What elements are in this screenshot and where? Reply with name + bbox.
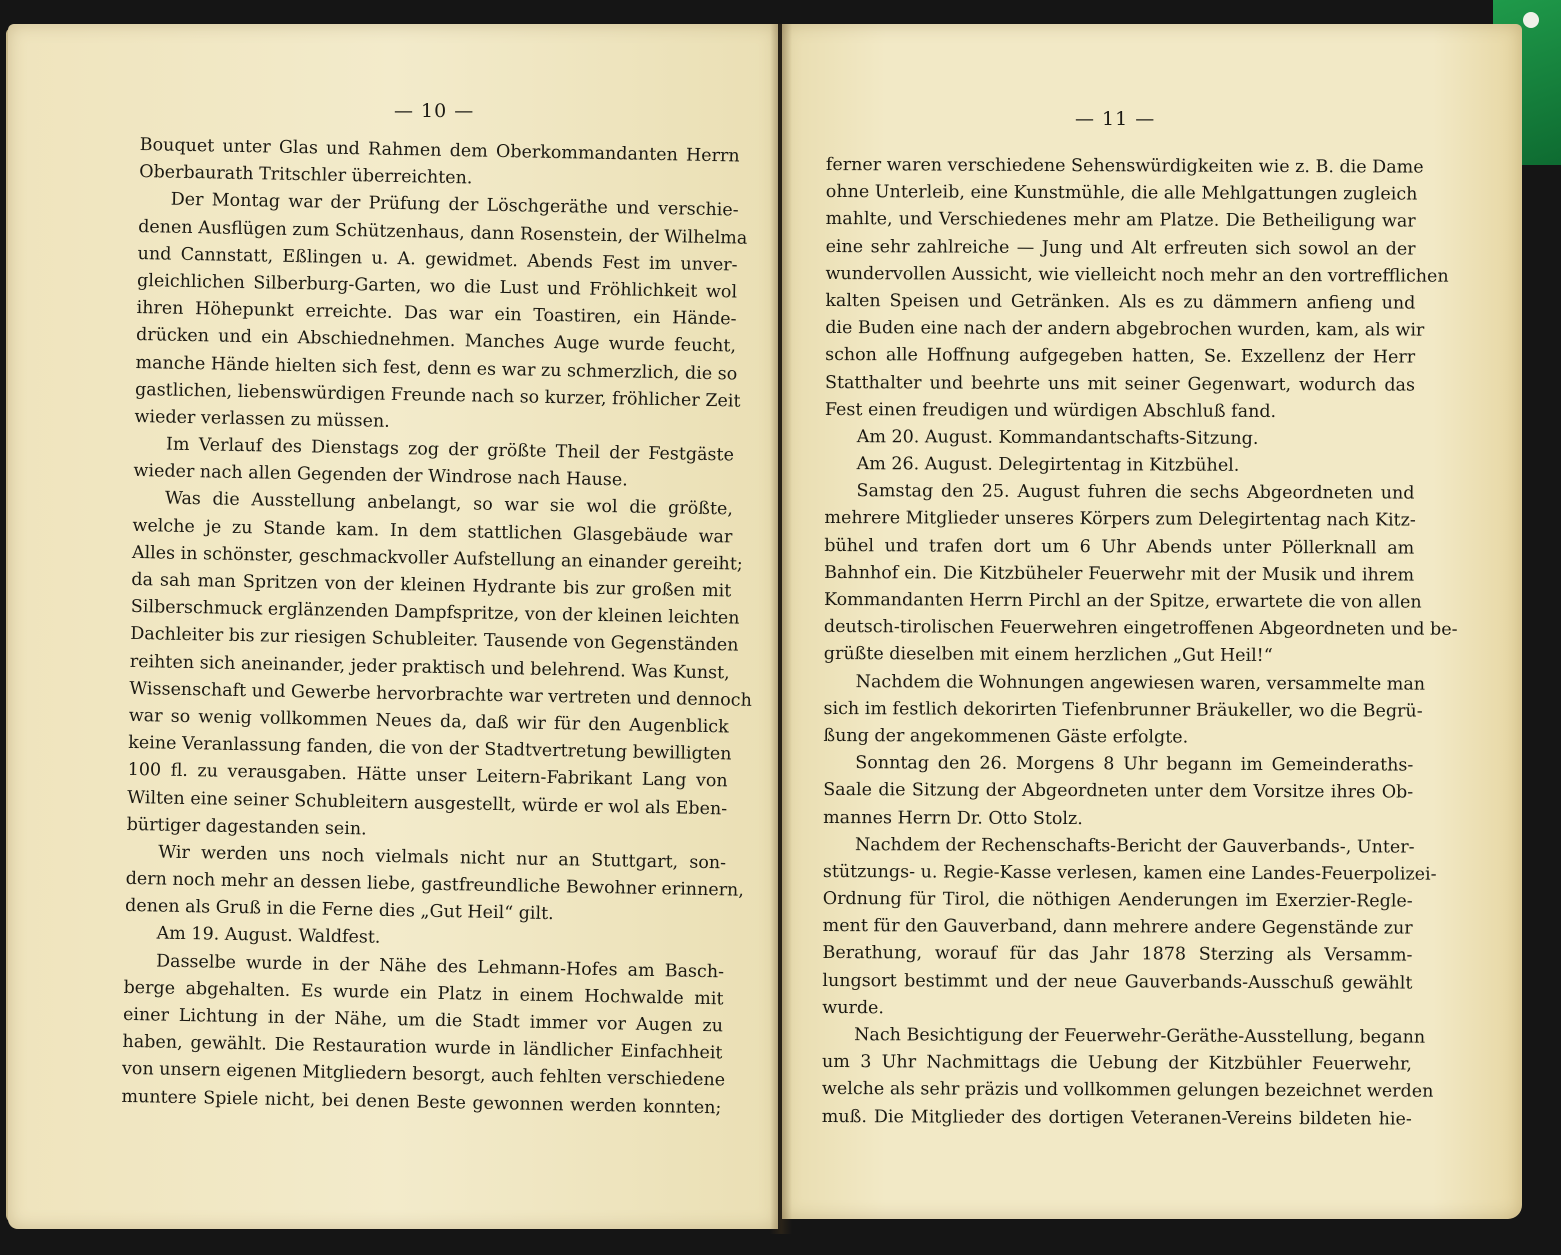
text-line: deutsch-tirolischen Feuerwehren eingetroffenen Abgeordneten und be- <box>823 617 1458 640</box>
text-line: mahlte, und Verschiedenes mehr am Platze. Die Betheiligung war <box>825 209 1416 232</box>
text-line: Berathung, worauf für das Jahr 1878 Sterzing als Versamm- <box>822 943 1413 967</box>
text-line: stützungs- u. Regie-Kasse verlesen, kamen eine Landes-Feuerpolizei- <box>822 861 1437 885</box>
left-page-text <box>121 132 753 1122</box>
text-line: gastlichen, liebenswürdigen Freunde nach so kurzer, fröhlicher Zeit <box>134 379 741 412</box>
text-line: berge abgehalten. Es wurde ein Platz in einem Hochwalde mit <box>123 977 724 1010</box>
text-line: muntere Spiele nicht, bei denen Beste gewonnen werden konnten; <box>121 1086 722 1118</box>
text-line: Sonntag den 26. Morgens 8 Uhr begann im Gemeinderaths- <box>855 753 1414 776</box>
text-line: denen als Gruß in die Ferne dies „Gut Heil“ gilt. <box>124 896 554 925</box>
text-line: bürtiger dagestanden sein. <box>126 814 367 840</box>
text-line: dern noch mehr an dessen liebe, gastfreundliche Bewohner erinnern, <box>125 868 745 901</box>
text-line: ment für den Gauverband, dann mehrere andere Gegenstände zur <box>822 916 1413 939</box>
text-line: wieder nach allen Gegenden der Windrose nach Hause. <box>133 461 628 491</box>
text-line: Fest einen freudigen und würdigen Abschluß fand. <box>824 399 1277 422</box>
text-line: Nachdem die Wohnungen angewiesen waren, versammelte man <box>855 671 1426 695</box>
text-line: Alles in schönster, geschmackvoller Aufstellung an einander gereiht; <box>131 542 743 575</box>
text-line: eine sehr zahlreiche — Jung und Alt erfreuten sich sowol an der <box>825 236 1416 260</box>
text-line: Samstag den 25. August fuhren die sechs Abgeordneten und <box>856 481 1415 504</box>
text-line: Am 19. August. Waldfest. <box>156 923 381 949</box>
page-number-left: — 10 — <box>394 100 475 122</box>
text-line: Wilten eine seiner Schubleitern ausgestellt, würde er wol als Eben- <box>127 787 728 819</box>
text-line: Bouquet unter Glas und Rahmen dem Oberkommandanten Herrn <box>139 134 740 167</box>
text-line: die Buden eine nach der andern abgebrochen wurden, kam, als wir <box>825 318 1425 341</box>
text-line: Saale die Sitzung der Abgeordneten unter dem Vorsitze ihres Ob- <box>823 780 1414 803</box>
text-line: Dasselbe wurde in der Nähe des Lehmann-Hofes am Basch- <box>155 951 725 982</box>
bookmark-hole <box>1523 12 1539 28</box>
text-line: bühel und trafen dort um 6 Uhr Abends unter Pöllerknall am <box>824 535 1415 559</box>
text-line: welche je zu Stande kam. In dem stattlichen Glasgebäude war <box>132 515 733 548</box>
text-line: gleichlichen Silberburg-Garten, wo die Lust und Fröhlichkeit wol <box>136 270 738 303</box>
text-line: mannes Herrn Dr. Otto Stolz. <box>823 807 1083 829</box>
text-line: Ordnung für Tirol, die nöthigen Aenderungen im Exerzier-Regle- <box>822 889 1413 912</box>
text-line: von unsern eigenen Mitgliedern besorgt, auch fehlten verschiedene <box>121 1059 726 1091</box>
text-line: ferner waren verschiedene Sehenswürdigkeiten wie z. B. die Dame <box>825 154 1424 178</box>
text-line: Was die Ausstellung anbelangt, so war sie wol die größte, <box>164 488 734 520</box>
text-line: war so wenig vollkommen Neues da, daß wir für den Augenblick <box>128 705 729 738</box>
text-line: Am 20. August. Kommandantschafts-Sitzung. <box>856 427 1259 449</box>
text-line: Nachdem der Rechenschafts-Bericht der Gauverbands-, Unter- <box>854 834 1415 858</box>
text-line: Der Montag war der Prüfung der Löschgeräthe und verschie- <box>170 189 739 221</box>
text-line: muß. Die Mitglieder des dortigen Veteranen-Vereins bildeten hie- <box>821 1106 1412 1130</box>
text-line: lungsort bestimmt und der neue Gauverbands-Ausschuß gewählt <box>822 970 1413 994</box>
text-line: Wir werden uns noch vielmals nicht nur an Stuttgart, son- <box>157 842 727 874</box>
book-spine <box>770 24 792 1234</box>
text-line: ohne Unterleib, eine Kunstmühle, die alle Mehlgattungen zugleich <box>825 182 1418 205</box>
text-line: da sah man Spritzen von der kleinen Hydrante bis zur großen mit <box>131 569 732 602</box>
text-line: Silberschmuck erglänzenden Dampfspritze, von der kleinen leichten <box>130 597 740 629</box>
text-line: um 3 Uhr Nachmittags die Uebung der Kitzbühler Feuerwehr, <box>821 1052 1413 1075</box>
page-number-right: — 11 — <box>1075 108 1156 130</box>
text-line: Oberbaurath Tritschler überreichten. <box>139 162 473 189</box>
text-line: wieder verlassen zu müssen. <box>134 406 390 432</box>
text-line: Am 26. August. Delegirtentag in Kitzbühel. <box>856 454 1240 476</box>
text-line: denen Ausflügen zum Schützenhaus, dann Rosenstein, der Wilhelma <box>137 216 748 249</box>
text-line: sich im festlich dekorirten Tiefenbrunner Bräukeller, wo die Begrü- <box>823 698 1423 722</box>
text-line: drücken und ein Abschiednehmen. Manches Auge wurde feucht, <box>135 325 737 357</box>
text-line: wurde. <box>822 997 885 1019</box>
text-line: Bahnhof ein. Die Kitzbüheler Feuerwehr mit der Musik und ihrem <box>824 562 1415 586</box>
text-line: ihren Höhepunkt erreichte. Das war ein Toastiren, ein Hände- <box>136 298 737 330</box>
text-line: Dachleiter bis zur riesigen Schubleiter. Tausende von Gegenständen <box>130 624 739 656</box>
text-line: reihten sich aneinander, jeder praktisch und belehrend. Was Kunst, <box>129 651 730 683</box>
text-line: mehrere Mitglieder unseres Körpers zum Delegirtentag nach Kitz- <box>824 508 1416 532</box>
text-line: 100 fl. zu verausgaben. Hätte unser Leitern-Fabrikant Lang von <box>127 760 728 792</box>
text-line: welche als sehr präzis und vollkommen gelungen bezeichnet werden <box>821 1079 1434 1103</box>
text-line: wundervollen Aussicht, wie vielleicht noch mehr an den vortrefflichen <box>825 263 1449 287</box>
text-line: manche Hände hielten sich fest, denn es war zu schmerzlich, die so <box>135 352 738 385</box>
text-line: ßung der angekommenen Gäste erfolgte. <box>823 725 1189 748</box>
text-line: haben, gewählt. Die Restauration wurde in ländlicher Einfachheit <box>122 1032 723 1064</box>
text-line: einer Lichtung in der Nähe, um die Stadt immer vor Augen zu <box>122 1004 724 1037</box>
text-line: Kommandanten Herrn Pirchl an der Spitze, erwartete die von allen <box>824 589 1422 613</box>
text-line: kalten Speisen und Getränken. Als es zu dämmern anfieng und <box>825 290 1416 314</box>
text-line: schon alle Hoffnung aufgegeben hatten, Se. Exzellenz der Herr <box>825 345 1416 368</box>
text-line: und Cannstatt, Eßlingen u. A. gewidmet. Abends Fest im unver- <box>137 243 738 276</box>
text-line: Wissenschaft und Gewerbe hervorbrachte war vertreten und dennoch <box>129 678 753 711</box>
text-line: Statthalter und beehrte uns mit seiner Gegenwart, wodurch das <box>824 372 1416 396</box>
text-line: Im Verlauf des Dienstags zog der größte Theil der Festgäste <box>165 434 735 466</box>
text-line: Nach Besichtigung der Feuerwehr-Geräthe-Ausstellung, begann <box>854 1025 1426 1048</box>
text-line: keine Veranlassung fanden, die von der Stadtvertretung bewilligten <box>128 733 732 765</box>
right-page-text <box>821 152 1458 1133</box>
text-line: grüßte dieselben mit einem herzlichen „Gut Heil!“ <box>823 644 1273 667</box>
